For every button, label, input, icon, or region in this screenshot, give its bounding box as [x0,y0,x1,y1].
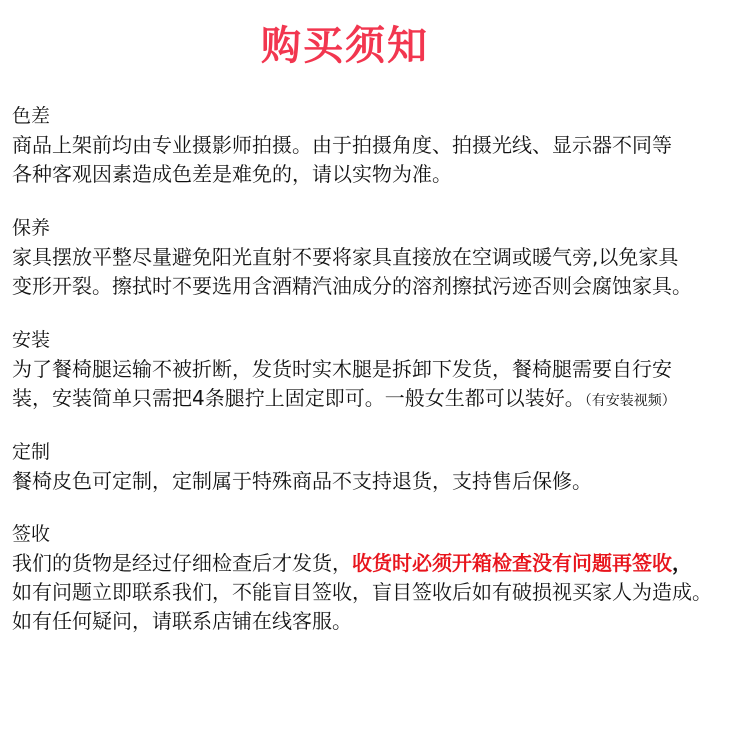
install-text: 装，安装简单只需把4条腿拧上固定即可。一般女生都可以装好。 [12,386,585,410]
section-customization [12,438,742,496]
signing-text: 我们的货物是经过仔细检查后才发货， [12,551,352,575]
paragraph-line: 如有问题立即联系我们，不能盲目签收，盲目签收后如有破损视买家人为造成。 [12,580,712,604]
section-heading: 保养 [12,217,51,239]
page-title: 购买须知 [261,23,429,69]
paragraph-line: 各种客观因素造成色差是难免的，请以实物为准。 [12,162,452,186]
section-heading: 色差 [12,105,51,127]
section-installation [12,326,742,416]
section-heading: 安装 [12,329,51,351]
paragraph-line: 变形开裂。擦拭时不要选用含酒精汽油成分的溶剂擦拭污迹否则会腐蚀家具。 [12,274,692,298]
paragraph-line: 如有任何疑问，请联系店铺在线客服。 [12,609,352,633]
paragraph-line [12,549,742,578]
paragraph-line [12,384,742,416]
paragraph-line: 商品上架前均由专业摄影师拍摄。由于拍摄角度、拍摄光线、显示器不同等 [12,133,672,157]
paragraph-line: 家具摆放平整尽量避免阳光直射不要将家具直接放在空调或暖气旁,以免家具 [12,245,679,269]
section-care [12,214,742,301]
signing-comma: ， [672,551,692,575]
section-signing [12,520,742,636]
signing-warning: 收货时必须开箱检查没有问题再签收 [352,551,672,575]
paragraph-line: 为了餐椅腿运输不被折断，发货时实木腿是拆卸下发货，餐椅腿需要自行安 [12,357,672,381]
section-heading: 定制 [12,441,51,463]
install-video-note: （有安装视频） [584,393,676,409]
section-color-difference [12,102,742,189]
paragraph-line: 餐椅皮色可定制，定制属于特殊商品不支持退货，支持售后保修。 [12,469,592,493]
section-heading: 签收 [12,523,51,545]
